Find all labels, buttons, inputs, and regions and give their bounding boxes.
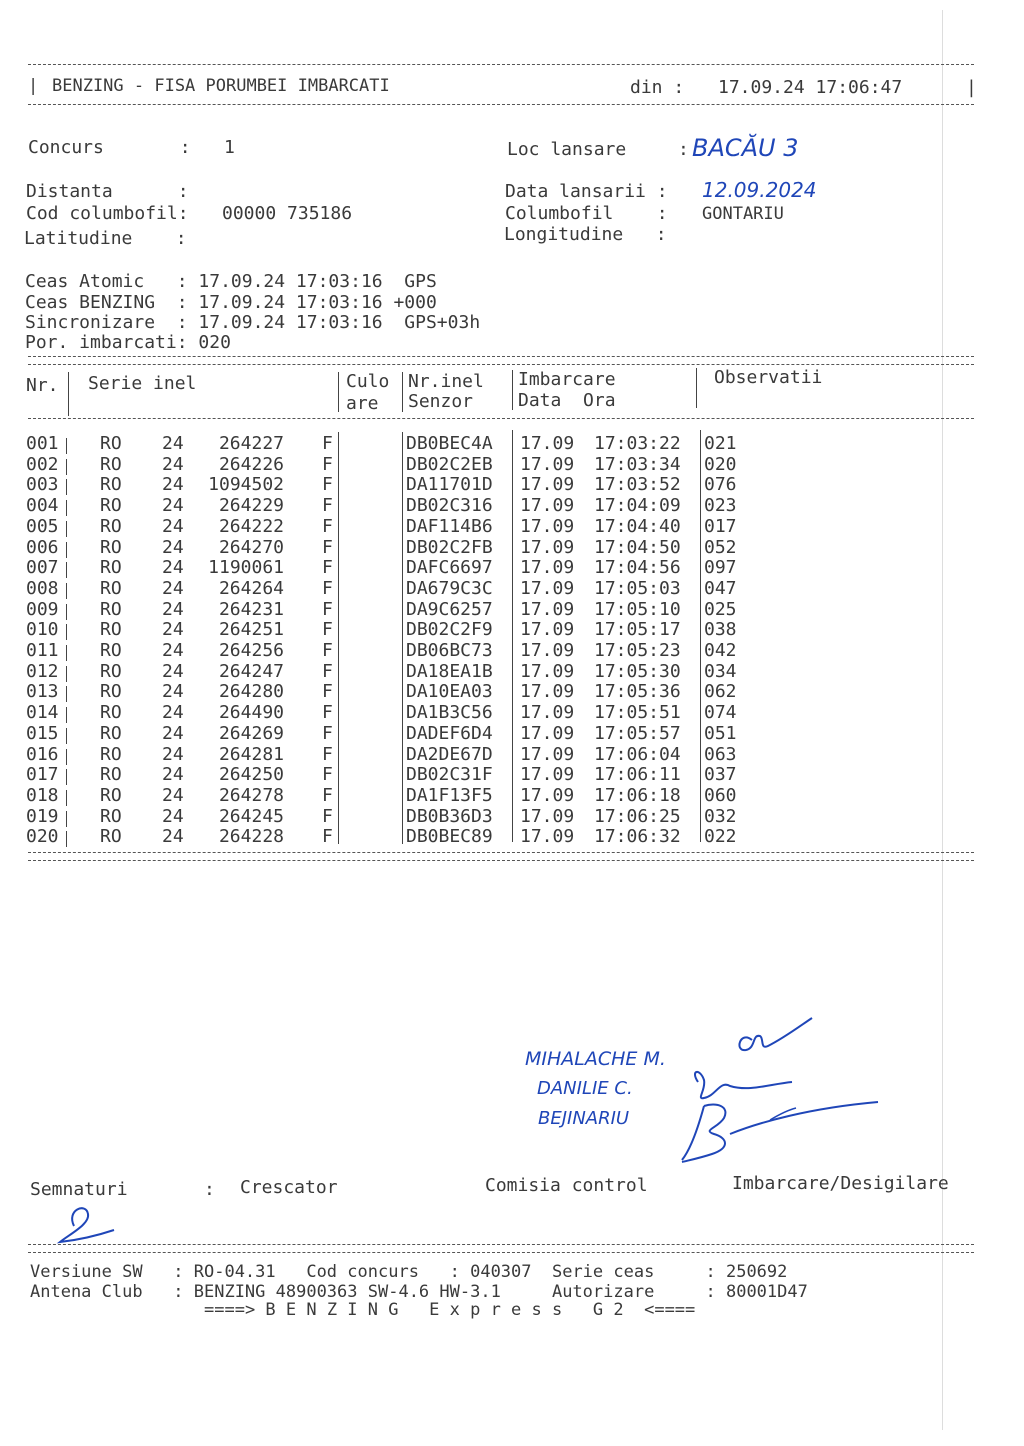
- cod-columbofil-value: 00000 735186: [222, 203, 353, 224]
- cell-date: 17.09: [520, 722, 575, 744]
- cell-time: 17:04:50: [594, 536, 681, 558]
- cell-obs: 038: [704, 619, 737, 641]
- cell-year: 24: [162, 619, 184, 641]
- cell-year: 24: [162, 640, 184, 661]
- cell-sensor: DA11701D: [406, 474, 493, 496]
- cell-year: 24: [162, 660, 184, 682]
- commission-name-1: MIHALACHE M.: [525, 1048, 666, 1070]
- cell-obs: 060: [704, 784, 737, 806]
- cell-sensor: DB0BEC4A: [406, 433, 493, 454]
- porumbei-imbarcati: Por. imbarcati: 020: [25, 332, 231, 353]
- cell-year: 24: [162, 681, 184, 703]
- cell-year: 24: [162, 805, 184, 827]
- loc-lansare-handwritten: BACĂU 3: [692, 134, 799, 162]
- loc-lansare-colon: :: [678, 139, 689, 160]
- cell-sex: F: [322, 826, 333, 848]
- nr-separator: [66, 562, 67, 578]
- cell-obs: 034: [704, 660, 737, 682]
- nr-separator: [66, 438, 67, 454]
- nr-separator: [66, 790, 67, 806]
- cell-sensor: DA1F13F5: [406, 784, 493, 806]
- data-lansarii-label: Data lansarii :: [505, 181, 668, 202]
- cell-country: RO: [100, 681, 122, 703]
- cell-time: 17:06:32: [594, 826, 681, 848]
- cell-ring: 1190061: [208, 557, 284, 579]
- cell-sex: F: [322, 681, 333, 703]
- nr-separator: [66, 624, 67, 640]
- cell-sensor: DB02C2FB: [406, 536, 493, 558]
- cell-time: 17:05:10: [594, 598, 681, 620]
- nr-separator: [66, 521, 67, 537]
- crescator-signature-icon: [48, 1200, 128, 1250]
- table-row: [0, 641, 1024, 661]
- cell-sex: F: [322, 619, 333, 641]
- footer-antena: Antena Club : BENZING 48900363 SW-4.6 HW-3.1 Autorizare : 80001D47: [30, 1282, 808, 1302]
- cell-sensor: DAF114B6: [406, 515, 493, 537]
- col-nr-header: Nr.: [26, 375, 59, 396]
- cell-sex: F: [322, 722, 333, 744]
- cell-obs: 042: [704, 640, 737, 661]
- cell-sensor: DA9C6257: [406, 598, 493, 620]
- cell-sensor: DB06BC73: [406, 640, 493, 661]
- semnaturi-label: Semnaturi: [30, 1179, 128, 1200]
- cell-sex: F: [322, 474, 333, 496]
- imbarcare-desigilare-label: Imbarcare/Desigilare: [732, 1173, 949, 1194]
- cell-sensor: DA1B3C56: [406, 702, 493, 724]
- cell-sensor: DA2DE67D: [406, 743, 493, 765]
- cell-nr: 015: [26, 722, 59, 744]
- cell-country: RO: [100, 598, 122, 620]
- nr-separator: [66, 707, 67, 723]
- cell-year: 24: [162, 495, 184, 517]
- cell-country: RO: [100, 515, 122, 537]
- table-row: [0, 724, 1024, 744]
- divider: [28, 64, 974, 65]
- nr-separator: [66, 583, 67, 599]
- nr-separator: [66, 604, 67, 620]
- cell-sex: F: [322, 598, 333, 620]
- table-row: [0, 517, 1024, 537]
- table-row: [0, 827, 1024, 847]
- nr-separator: [66, 666, 67, 682]
- table-row: [0, 558, 1024, 578]
- cell-time: 17:05:30: [594, 660, 681, 682]
- cell-year: 24: [162, 702, 184, 724]
- cell-sex: F: [322, 784, 333, 806]
- cell-nr: 001: [26, 433, 59, 454]
- cell-country: RO: [100, 784, 122, 806]
- cell-nr: 016: [26, 743, 59, 765]
- cell-time: 17:05:23: [594, 640, 681, 661]
- cell-date: 17.09: [520, 743, 575, 765]
- cell-ring: 264264: [218, 577, 284, 599]
- column-separator: [402, 372, 403, 412]
- col-dataora-header: Data Ora: [518, 390, 616, 411]
- cell-time: 17:03:34: [594, 453, 681, 475]
- cell-ring: 264226: [218, 453, 284, 475]
- cell-country: RO: [100, 474, 122, 496]
- cell-country: RO: [100, 805, 122, 827]
- cell-date: 17.09: [520, 598, 575, 620]
- header-bar-left: |: [28, 76, 39, 96]
- column-separator: [68, 372, 69, 416]
- cell-obs: 037: [704, 764, 737, 786]
- semnaturi-colon: :: [204, 1179, 215, 1200]
- cell-time: 17:03:22: [594, 433, 681, 454]
- cell-sensor: DB0BEC89: [406, 826, 493, 848]
- cell-ring: 264490: [218, 702, 284, 724]
- ceas-benzing: Ceas BENZING : 17.09.24 17:03:16 +000: [25, 292, 437, 313]
- cell-nr: 008: [26, 577, 59, 599]
- cell-year: 24: [162, 784, 184, 806]
- cell-nr: 017: [26, 764, 59, 786]
- cell-sex: F: [322, 536, 333, 558]
- table-row: [0, 600, 1024, 620]
- cell-nr: 019: [26, 805, 59, 827]
- cell-year: 24: [162, 557, 184, 579]
- cell-obs: 052: [704, 536, 737, 558]
- column-separator: [696, 368, 697, 408]
- cell-ring: 1094502: [208, 474, 284, 496]
- cell-nr: 005: [26, 515, 59, 537]
- cell-country: RO: [100, 764, 122, 786]
- cod-columbofil-label: Cod columbofil:: [26, 203, 189, 224]
- cell-sensor: DA10EA03: [406, 681, 493, 703]
- print-datetime: 17.09.24 17:06:47: [718, 77, 903, 98]
- cell-sensor: DB02C2F9: [406, 619, 493, 641]
- nr-separator: [66, 728, 67, 744]
- cell-nr: 018: [26, 784, 59, 806]
- latitudine-label: Latitudine :: [24, 228, 187, 249]
- cell-nr: 009: [26, 598, 59, 620]
- comisia-label: Comisia control: [485, 1175, 648, 1196]
- nr-separator: [66, 686, 67, 702]
- cell-date: 17.09: [520, 784, 575, 806]
- table-row: [0, 662, 1024, 682]
- cell-nr: 013: [26, 681, 59, 703]
- table-row: [0, 765, 1024, 785]
- cell-ring: 264250: [218, 764, 284, 786]
- cell-obs: 047: [704, 577, 737, 599]
- cell-country: RO: [100, 702, 122, 724]
- cell-ring: 264247: [218, 660, 284, 682]
- divider: [28, 364, 974, 365]
- sincronizare: Sincronizare : 17.09.24 17:03:16 GPS+03h: [25, 312, 481, 333]
- nr-separator: [66, 459, 67, 475]
- table-row: [0, 682, 1024, 702]
- cell-obs: 022: [704, 826, 737, 848]
- cell-time: 17:05:51: [594, 702, 681, 724]
- cell-ring: 264281: [218, 743, 284, 765]
- cell-country: RO: [100, 640, 122, 661]
- table-row: [0, 475, 1024, 495]
- cell-time: 17:06:25: [594, 805, 681, 827]
- cell-time: 17:06:04: [594, 743, 681, 765]
- col-nrinel-header: Nr.inel: [408, 371, 484, 392]
- cell-year: 24: [162, 474, 184, 496]
- divider: [28, 418, 974, 419]
- cell-ring: 264256: [218, 640, 284, 661]
- col-culoare-header-2: are: [346, 393, 379, 414]
- cell-date: 17.09: [520, 474, 575, 496]
- cell-obs: 023: [704, 495, 737, 517]
- distanta-label: Distanta :: [26, 181, 189, 202]
- commission-signatures-icon: [660, 1010, 900, 1170]
- longitudine-label: Longitudine :: [504, 224, 667, 245]
- cell-sex: F: [322, 433, 333, 454]
- cell-nr: 020: [26, 826, 59, 848]
- cell-date: 17.09: [520, 640, 575, 661]
- header-bar-right: |: [966, 77, 977, 98]
- table-row: [0, 703, 1024, 723]
- cell-year: 24: [162, 433, 184, 454]
- cell-country: RO: [100, 826, 122, 848]
- cell-date: 17.09: [520, 619, 575, 641]
- cell-obs: 017: [704, 515, 737, 537]
- cell-obs: 032: [704, 805, 737, 827]
- document-title: BENZING - FISA PORUMBEI IMBARCATI: [52, 76, 390, 96]
- cell-sex: F: [322, 660, 333, 682]
- cell-obs: 020: [704, 453, 737, 475]
- cell-date: 17.09: [520, 495, 575, 517]
- cell-year: 24: [162, 826, 184, 848]
- cell-sex: F: [322, 495, 333, 517]
- column-separator: [512, 370, 513, 410]
- cell-date: 17.09: [520, 660, 575, 682]
- cell-country: RO: [100, 433, 122, 454]
- cell-sex: F: [322, 805, 333, 827]
- cell-ring: 264228: [218, 826, 284, 848]
- divider: [28, 1244, 974, 1245]
- cell-country: RO: [100, 453, 122, 475]
- columbofil-label: Columbofil :: [505, 203, 668, 224]
- nr-separator: [66, 831, 67, 847]
- cell-nr: 006: [26, 536, 59, 558]
- divider: [28, 356, 974, 357]
- cell-sex: F: [322, 557, 333, 579]
- cell-year: 24: [162, 722, 184, 744]
- cell-sensor: DB02C2EB: [406, 453, 493, 475]
- cell-ring: 264280: [218, 681, 284, 703]
- col-serie-header: Serie inel: [88, 373, 197, 394]
- cell-time: 17:04:09: [594, 495, 681, 517]
- cell-sensor: DA18EA1B: [406, 660, 493, 682]
- cell-year: 24: [162, 453, 184, 475]
- cell-date: 17.09: [520, 805, 575, 827]
- din-label: din :: [630, 77, 685, 98]
- cell-time: 17:03:52: [594, 474, 681, 496]
- col-senzor-header: Senzor: [408, 391, 474, 412]
- cell-obs: 051: [704, 722, 737, 744]
- cell-nr: 011: [26, 640, 59, 661]
- table-row: [0, 620, 1024, 640]
- cell-year: 24: [162, 515, 184, 537]
- cell-sex: F: [322, 515, 333, 537]
- table-row: [0, 496, 1024, 516]
- cell-sex: F: [322, 702, 333, 724]
- table-row: [0, 434, 1024, 454]
- col-imbarcare-header: Imbarcare: [518, 369, 616, 390]
- column-separator: [338, 372, 339, 412]
- cell-time: 17:06:18: [594, 784, 681, 806]
- cell-obs: 025: [704, 598, 737, 620]
- nr-separator: [66, 542, 67, 558]
- cell-obs: 076: [704, 474, 737, 496]
- cell-date: 17.09: [520, 536, 575, 558]
- cell-obs: 021: [704, 433, 737, 454]
- cell-date: 17.09: [520, 826, 575, 848]
- cell-time: 17:04:40: [594, 515, 681, 537]
- nr-separator: [66, 645, 67, 661]
- cell-nr: 002: [26, 453, 59, 475]
- loc-lansare-label: Loc lansare: [507, 139, 627, 160]
- cell-nr: 007: [26, 557, 59, 579]
- cell-sensor: DB02C31F: [406, 764, 493, 786]
- footer-versiune: Versiune SW : RO-04.31 Cod concurs : 040307 Serie ceas : 250692: [30, 1262, 788, 1282]
- divider: [28, 860, 974, 861]
- cell-nr: 003: [26, 474, 59, 496]
- cell-time: 17:05:36: [594, 681, 681, 703]
- cell-year: 24: [162, 577, 184, 599]
- cell-ring: 264269: [218, 722, 284, 744]
- cell-ring: 264229: [218, 495, 284, 517]
- cell-sensor: DA679C3C: [406, 577, 493, 599]
- data-lansarii-handwritten: 12.09.2024: [702, 178, 817, 202]
- cell-ring: 264270: [218, 536, 284, 558]
- nr-separator: [66, 479, 67, 495]
- cell-obs: 063: [704, 743, 737, 765]
- cell-time: 17:06:11: [594, 764, 681, 786]
- cell-nr: 014: [26, 702, 59, 724]
- table-row: [0, 538, 1024, 558]
- cell-year: 24: [162, 764, 184, 786]
- cell-ring: 264251: [218, 619, 284, 641]
- cell-sex: F: [322, 453, 333, 475]
- nr-separator: [66, 811, 67, 827]
- cell-sensor: DADEF6D4: [406, 722, 493, 744]
- cell-time: 17:05:57: [594, 722, 681, 744]
- cell-nr: 004: [26, 495, 59, 517]
- cell-ring: 264222: [218, 515, 284, 537]
- cell-date: 17.09: [520, 702, 575, 724]
- cell-ring: 264245: [218, 805, 284, 827]
- nr-separator: [66, 749, 67, 765]
- cell-sex: F: [322, 640, 333, 661]
- nr-separator: [66, 769, 67, 785]
- footer-express: ====> B E N Z I N G E x p r e s s G 2 <====: [204, 1300, 696, 1320]
- cell-country: RO: [100, 495, 122, 517]
- crescator-label: Crescator: [240, 1177, 338, 1198]
- cell-date: 17.09: [520, 577, 575, 599]
- table-row: [0, 807, 1024, 827]
- cell-obs: 062: [704, 681, 737, 703]
- cell-sex: F: [322, 743, 333, 765]
- cell-year: 24: [162, 598, 184, 620]
- cell-date: 17.09: [520, 453, 575, 475]
- cell-time: 17:05:03: [594, 577, 681, 599]
- cell-date: 17.09: [520, 515, 575, 537]
- cell-obs: 097: [704, 557, 737, 579]
- cell-country: RO: [100, 743, 122, 765]
- cell-country: RO: [100, 536, 122, 558]
- col-observatii-header: Observatii: [714, 367, 823, 388]
- concurs-value: 1: [224, 137, 235, 158]
- cell-year: 24: [162, 743, 184, 765]
- commission-name-3: BEJINARIU: [538, 1108, 630, 1129]
- cell-ring: 264278: [218, 784, 284, 806]
- table-row: [0, 455, 1024, 475]
- cell-year: 24: [162, 536, 184, 558]
- cell-ring: 264227: [218, 433, 284, 454]
- cell-date: 17.09: [520, 681, 575, 703]
- cell-country: RO: [100, 722, 122, 744]
- table-row: [0, 579, 1024, 599]
- cell-country: RO: [100, 619, 122, 641]
- cell-date: 17.09: [520, 764, 575, 786]
- divider: [28, 1252, 974, 1253]
- nr-separator: [66, 500, 67, 516]
- table-row: [0, 786, 1024, 806]
- cell-date: 17.09: [520, 433, 575, 454]
- cell-country: RO: [100, 660, 122, 682]
- cell-nr: 010: [26, 619, 59, 641]
- cell-obs: 074: [704, 702, 737, 724]
- ceas-atomic: Ceas Atomic : 17.09.24 17:03:16 GPS: [25, 271, 437, 292]
- cell-sex: F: [322, 764, 333, 786]
- cell-sensor: DB0B36D3: [406, 805, 493, 827]
- cell-time: 17:05:17: [594, 619, 681, 641]
- col-culoare-header: Culo: [346, 371, 390, 392]
- cell-time: 17:04:56: [594, 557, 681, 579]
- cell-date: 17.09: [520, 557, 575, 579]
- divider: [28, 852, 974, 853]
- commission-name-2: DANILIE C.: [537, 1078, 633, 1099]
- cell-country: RO: [100, 577, 122, 599]
- columbofil-value: GONTARIU: [702, 204, 784, 224]
- cell-sex: F: [322, 577, 333, 599]
- cell-sensor: DB02C316: [406, 495, 493, 517]
- table-row: [0, 745, 1024, 765]
- concurs-label: Concurs :: [28, 137, 191, 158]
- cell-country: RO: [100, 557, 122, 579]
- cell-sensor: DAFC6697: [406, 557, 493, 579]
- divider: [28, 104, 974, 105]
- cell-nr: 012: [26, 660, 59, 682]
- cell-ring: 264231: [218, 598, 284, 620]
